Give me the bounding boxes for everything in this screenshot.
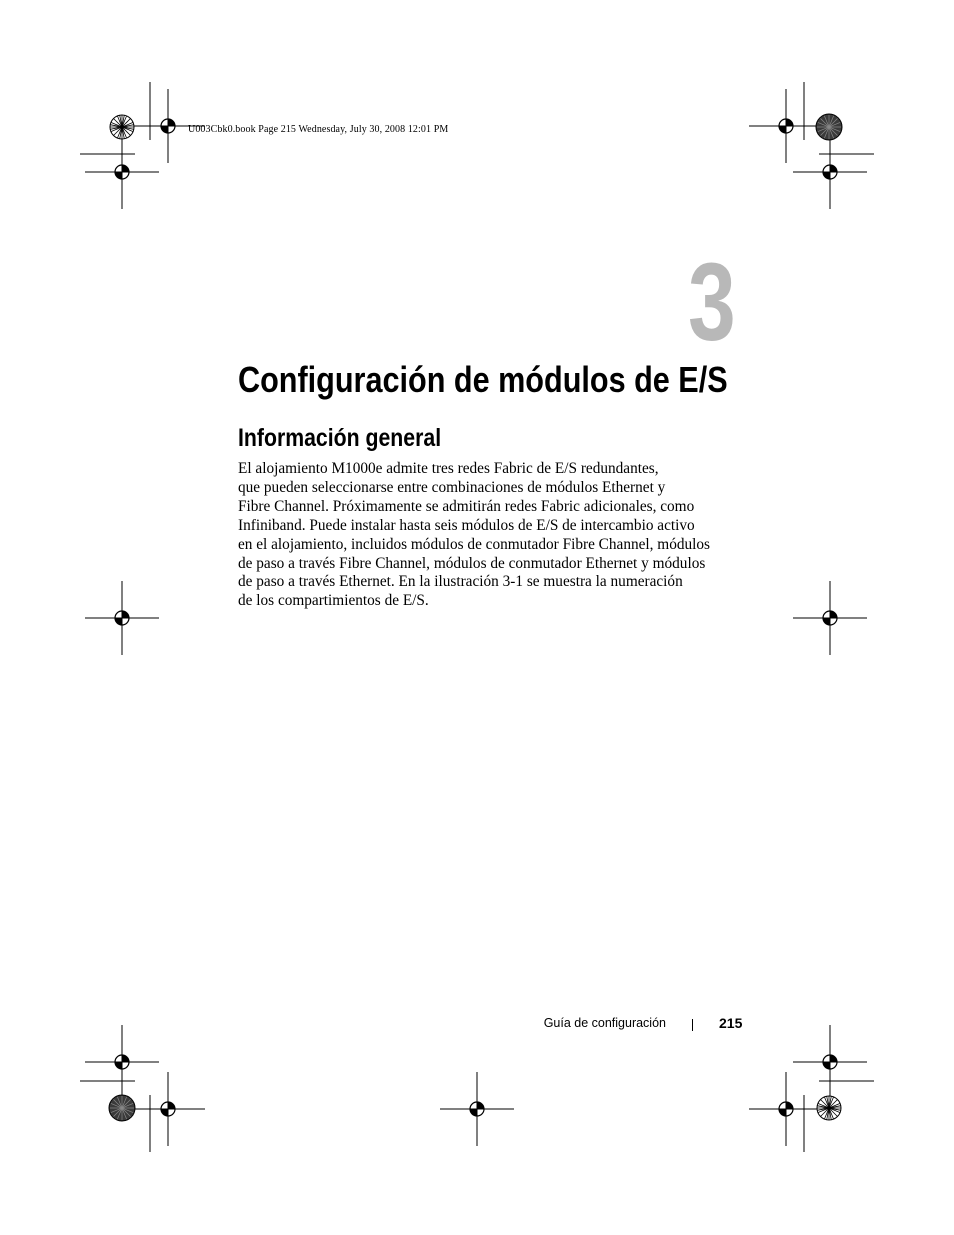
paragraph-line: de paso a través Ethernet. En la ilustración 3-1 se muestra la numeración: [238, 573, 683, 591]
section-title: Información general: [238, 424, 442, 452]
star-target-icon: [110, 115, 134, 139]
registration-mark-icon: [793, 135, 867, 209]
paragraph-line: El alojamiento M1000e admite tres redes Fabric de E/S redundantes,: [238, 460, 659, 477]
slug-line: U003Cbk0.book Page 215 Wednesday, July 30, 2008 12:01 PM: [188, 124, 449, 135]
star-target-icon: [817, 1096, 841, 1120]
paragraph-line: Fibre Channel. Próximamente se admitirán redes Fabric adicionales, como: [238, 497, 695, 515]
paragraph-line: que pueden seleccionarse entre combinaciones de módulos Ethernet y: [238, 478, 666, 496]
registration-mark-icon: [793, 581, 867, 655]
footer-book-title: Guía de configuración: [543, 1016, 666, 1030]
paragraph-line: de paso a través Fibre Channel, módulos de conmutador Ethernet y módulos: [238, 554, 706, 572]
star-target-icon: [816, 114, 842, 140]
registration-mark-icon: [793, 1025, 867, 1099]
chapter-title: Configuración de módulos de E/S: [238, 359, 728, 400]
registration-mark-icon: [749, 1072, 823, 1146]
star-target-icon: [109, 1095, 135, 1121]
paragraph-line: en el alojamiento, incluidos módulos de conmutador Fibre Channel, módulos: [238, 535, 710, 553]
footer-separator: [692, 1019, 693, 1031]
chapter-number: 3: [688, 241, 736, 364]
registration-mark-icon: [440, 1072, 514, 1146]
registration-mark-icon: [85, 135, 159, 209]
paragraph-line: Infiniband. Puede instalar hasta seis módulos de E/S de intercambio activo: [238, 516, 695, 534]
registration-mark-icon: [85, 1025, 159, 1099]
registration-mark-icon: [749, 89, 823, 163]
paragraph-line: de los compartimientos de E/S.: [238, 592, 429, 610]
registration-mark-icon: [85, 581, 159, 655]
page-number: 215: [719, 1015, 743, 1031]
registration-mark-icon: [131, 1072, 205, 1146]
crop-lines: [80, 82, 874, 1152]
body-paragraph: [238, 460, 710, 611]
